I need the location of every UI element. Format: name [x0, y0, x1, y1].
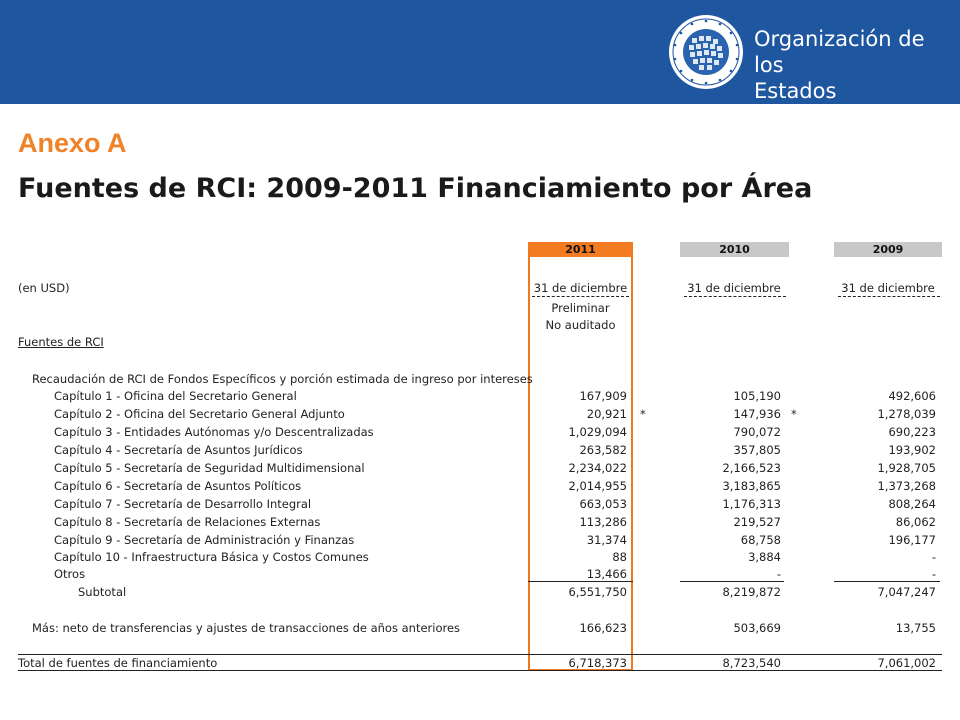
section-title: Fuentes de RCI	[18, 335, 104, 349]
value-2009: 690,223	[888, 425, 936, 439]
value-2009: 86,062	[895, 515, 936, 529]
unit-label: (en USD)	[18, 281, 70, 295]
subtotal-2011: 6,551,750	[568, 585, 627, 599]
row-label: Capítulo 8 - Secretaría de Relaciones Externas	[54, 515, 321, 529]
transfers-label: Más: neto de transferencias y ajustes de transacciones de años anteriores	[32, 621, 461, 635]
annex-label: Anexo A	[18, 128, 127, 158]
value-2011: 31,374	[586, 533, 627, 547]
row-label: Capítulo 2 - Oficina del Secretario General Adjunto	[54, 407, 345, 421]
value-2010: 68,758	[740, 533, 781, 547]
org-name-line2: Estados Americanos	[754, 79, 878, 129]
note-preliminary: Preliminar	[551, 301, 610, 315]
subtotal-rule-2009	[834, 581, 940, 582]
transfers-2010: 503,669	[733, 621, 781, 635]
transfers-2011: 166,623	[579, 621, 627, 635]
asterisk-2010: *	[791, 407, 797, 421]
subtotal-2009: 7,047,247	[877, 585, 936, 599]
value-2009: 808,264	[888, 497, 936, 511]
value-2009: 196,177	[888, 533, 936, 547]
row-label: Capítulo 7 - Secretaría de Desarrollo Integral	[54, 497, 312, 511]
value-2011: 13,466	[586, 567, 627, 581]
transfers-2009: 13,755	[895, 621, 936, 635]
value-2010: 357,805	[733, 443, 781, 457]
total-2009: 7,061,002	[877, 656, 936, 670]
total-2011: 6,718,373	[568, 656, 627, 670]
row-label: Capítulo 4 - Secretaría de Asuntos Jurídicos	[54, 443, 303, 457]
value-2011: 88	[612, 550, 627, 564]
value-2011: 167,909	[579, 389, 627, 403]
asterisk-2011: *	[640, 407, 646, 421]
value-2011: 20,921	[586, 407, 627, 421]
total-rule-top	[18, 654, 942, 655]
value-2010: 3,884	[748, 550, 781, 564]
value-2009: -	[931, 567, 936, 581]
value-2009: 1,928,705	[877, 461, 936, 475]
value-2011: 2,014,955	[568, 479, 627, 493]
row-label: Capítulo 9 - Secretaría de Administración y Finanzas	[54, 533, 355, 547]
row-label: Capítulo 5 - Secretaría de Seguridad Multidimensional	[54, 461, 365, 475]
row-label: Capítulo 3 - Entidades Autónomas y/o Descentralizadas	[54, 425, 374, 439]
row-label: Otros	[54, 567, 86, 581]
subtotal-rule-2010	[680, 581, 784, 582]
row-label: Capítulo 10 - Infraestructura Básica y Costos Comunes	[54, 550, 369, 564]
value-2011: 2,234,022	[568, 461, 627, 475]
row-label: Capítulo 6 - Secretaría de Asuntos Políticos	[54, 479, 302, 493]
note-unaudited: No auditado	[545, 318, 616, 332]
subtotal-2010: 8,219,872	[722, 585, 781, 599]
page-title: Fuentes de RCI: 2009-2011 Financiamiento por Área	[18, 173, 813, 204]
value-2010: 147,936	[733, 407, 781, 421]
value-2009: 1,278,039	[877, 407, 936, 421]
date-label-2011: 31 de diciembre	[533, 281, 628, 295]
value-2010: 2,166,523	[722, 461, 781, 475]
date-underline-2011	[532, 296, 629, 297]
group-label: Recaudación de RCI de Fondos Específicos y porción estimada de ingreso por intereses	[32, 372, 533, 386]
total-2010: 8,723,540	[722, 656, 781, 670]
subtotal-label: Subtotal	[78, 585, 127, 599]
value-2009: 492,606	[888, 389, 936, 403]
value-2010: 790,072	[733, 425, 781, 439]
value-2009: 193,902	[888, 443, 936, 457]
date-label-2009: 31 de diciembre	[841, 281, 935, 295]
total-label: Total de fuentes de financiamiento	[18, 656, 218, 670]
value-2009: 1,373,268	[877, 479, 936, 493]
value-2010: 219,527	[733, 515, 781, 529]
year-header-2011: 2011	[528, 242, 633, 257]
value-2011: 263,582	[579, 443, 627, 457]
value-2010: 3,183,865	[722, 479, 781, 493]
date-underline-2009	[838, 296, 940, 297]
value-2009: -	[931, 550, 936, 564]
year-header-2009: 2009	[834, 242, 942, 257]
row-label: Capítulo 1 - Oficina del Secretario General	[54, 389, 297, 403]
value-2011: 663,053	[579, 497, 627, 511]
value-2011: 1,029,094	[568, 425, 627, 439]
date-underline-2010	[684, 296, 786, 297]
value-2010: -	[776, 567, 781, 581]
subtotal-rule-2011	[528, 581, 633, 582]
value-2010: 105,190	[733, 389, 781, 403]
date-label-2010: 31 de diciembre	[687, 281, 781, 295]
value-2011: 113,286	[579, 515, 627, 529]
value-2010: 1,176,313	[722, 497, 781, 511]
org-name-line1: Organización de los	[754, 27, 925, 77]
total-rule-bottom	[18, 670, 942, 671]
year-header-2010: 2010	[680, 242, 789, 257]
